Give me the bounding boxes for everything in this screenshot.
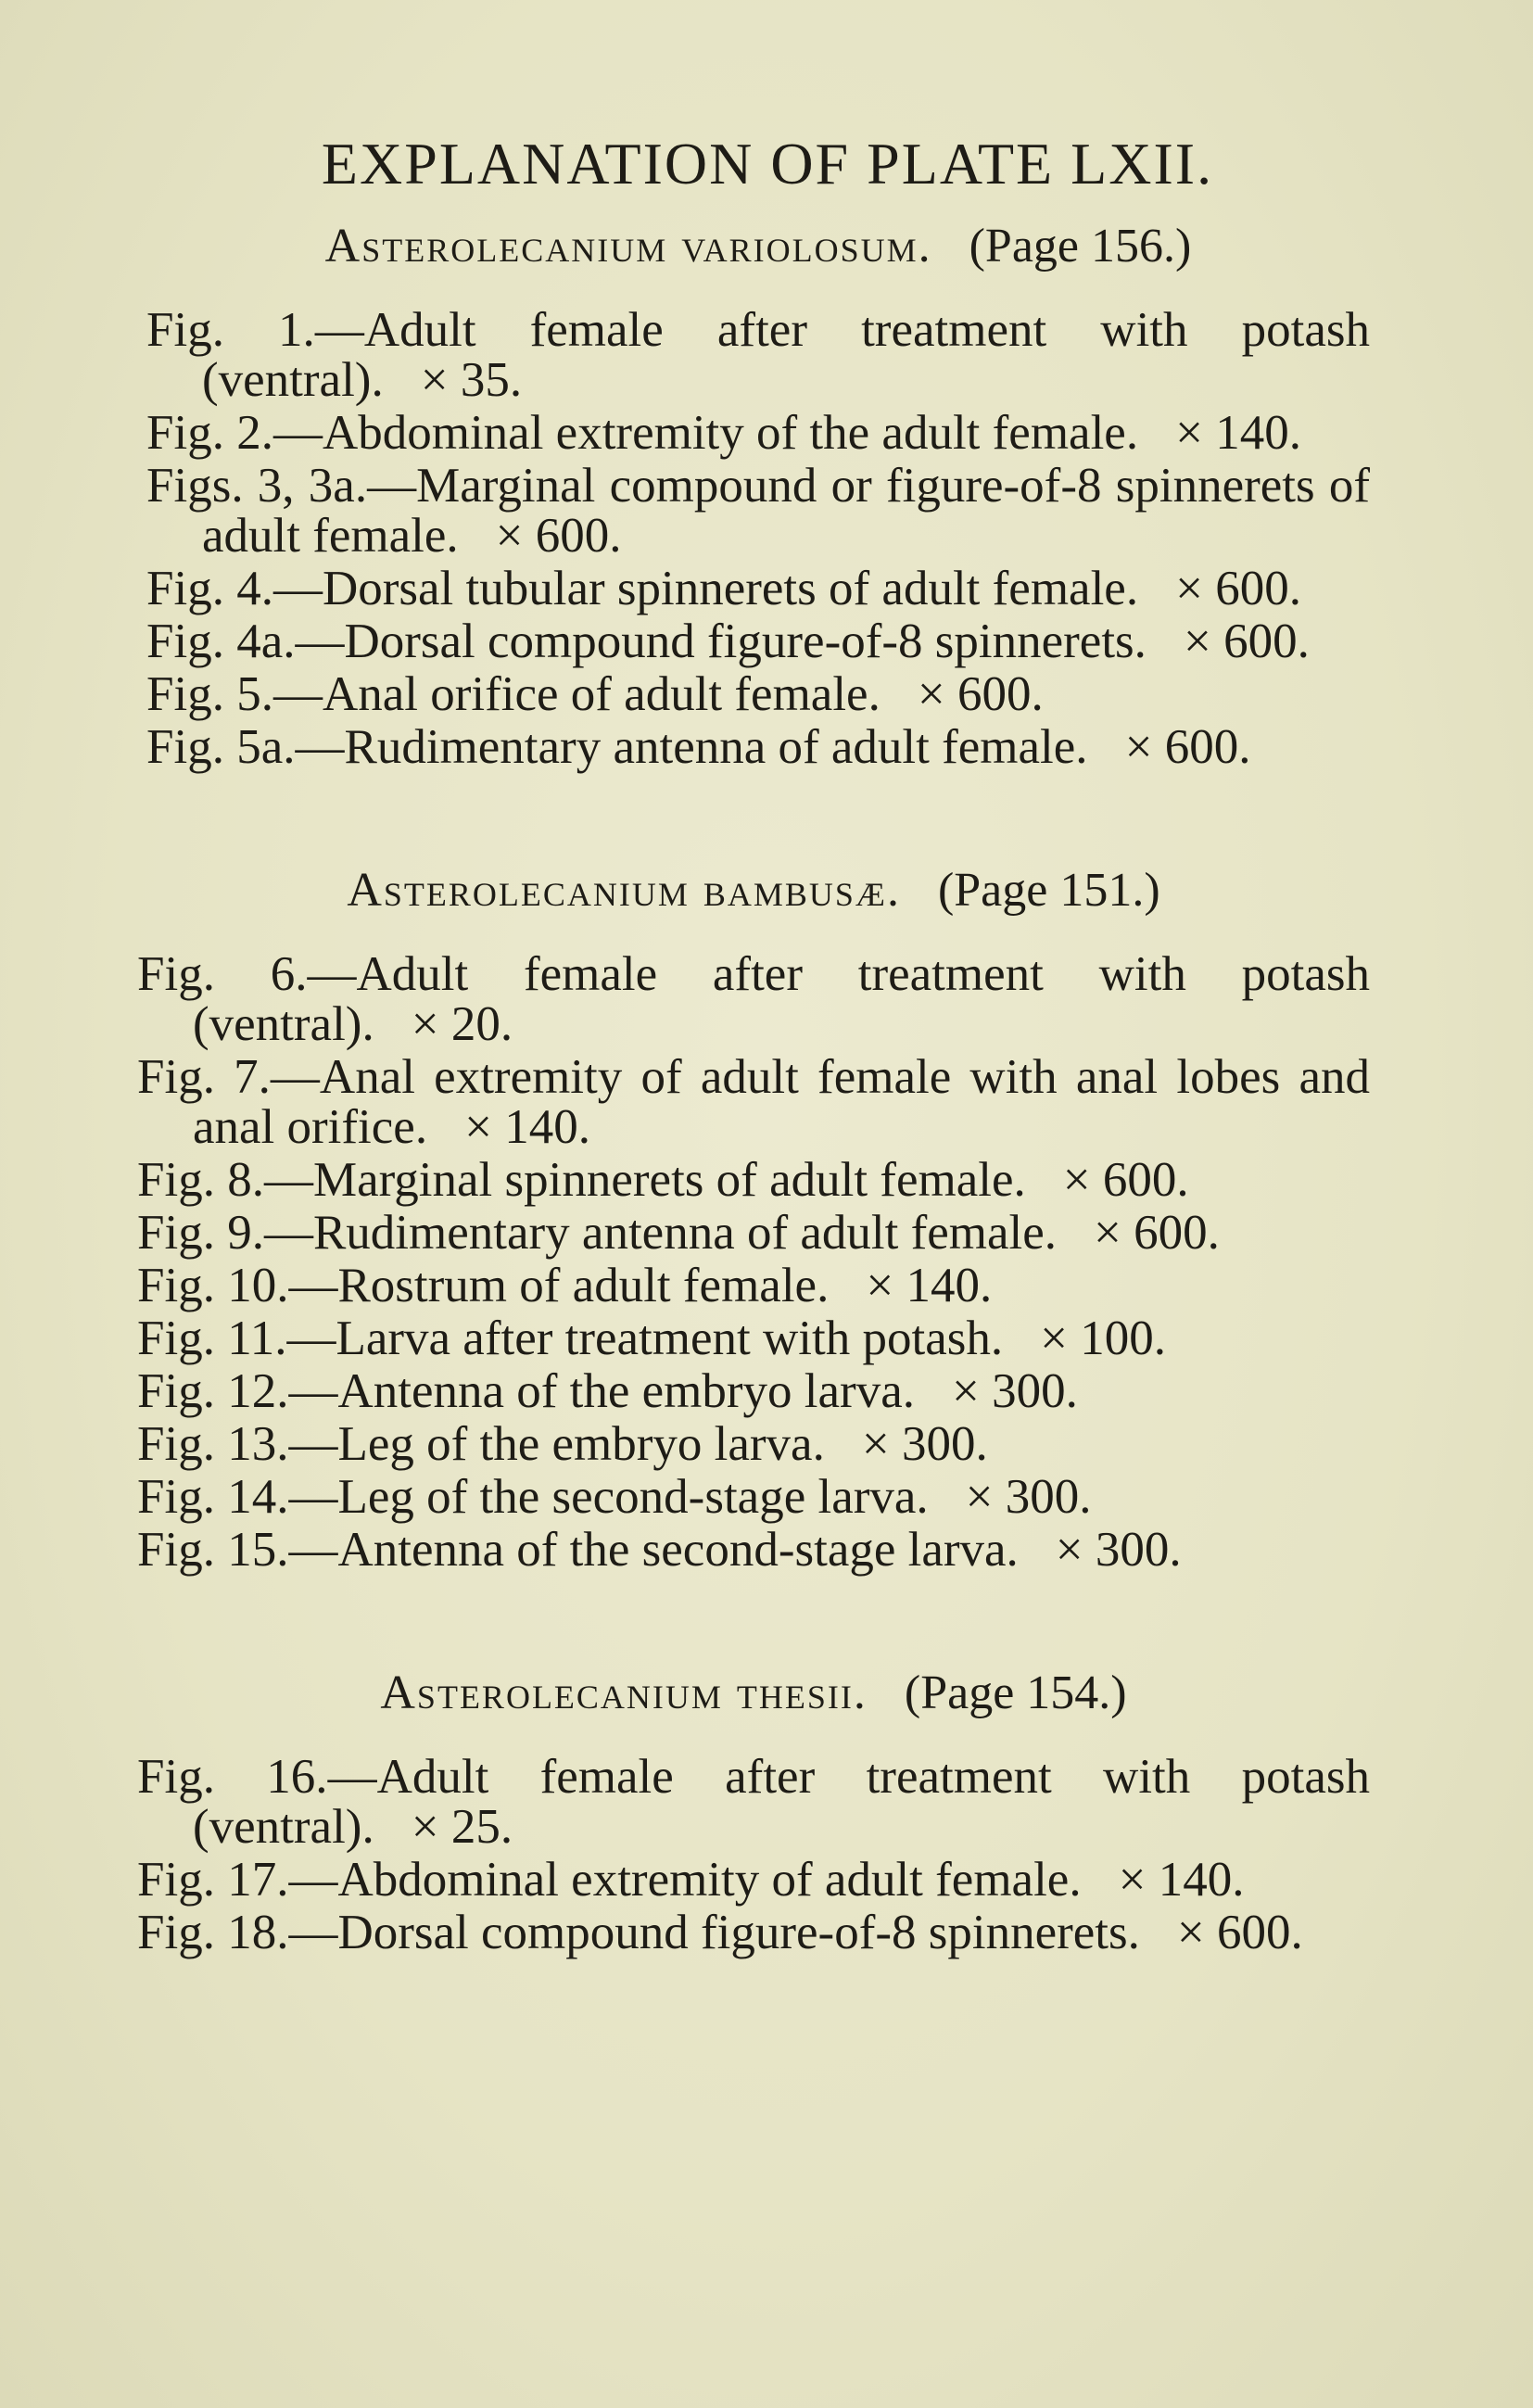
figure-label: Fig. 16. <box>137 1750 328 1804</box>
magnification: × 600. <box>1124 720 1251 774</box>
figure-entry <box>137 1472 1370 1522</box>
figure-description: —Adult female after treatment with potash (ventral). <box>193 1750 1370 1854</box>
figure-description: —Adult female after treatment with potash (ventral). <box>202 303 1370 407</box>
figure-entry <box>146 305 1370 405</box>
magnification: × 140. <box>1118 1853 1245 1907</box>
figure-entry <box>137 1855 1370 1905</box>
figure-description: —Larva after treatment with potash. <box>286 1312 1004 1365</box>
figure-label: Fig. 1. <box>146 303 315 357</box>
figure-label: Fig. 4a. <box>146 615 296 668</box>
figure-entry <box>137 1313 1370 1363</box>
magnification: × 35. <box>420 353 523 407</box>
figure-entry <box>137 1752 1370 1852</box>
magnification: × 600. <box>1094 1206 1220 1260</box>
figure-entry <box>146 564 1370 614</box>
figure-label: Fig. 9. <box>137 1206 264 1260</box>
magnification: × 25. <box>411 1800 513 1854</box>
figure-entry <box>146 669 1370 719</box>
figure-entry <box>137 1261 1370 1311</box>
figure-description: —Abdominal extremity of adult female. <box>288 1853 1082 1907</box>
magnification: × 100. <box>1040 1312 1166 1365</box>
figure-description: —Adult female after treatment with potash (ventral). <box>193 947 1370 1051</box>
figure-description: —Dorsal compound figure-of-8 spinnerets. <box>295 615 1147 668</box>
plate-section <box>137 1666 1370 1958</box>
figure-entry <box>137 949 1370 1049</box>
figure-description: —Dorsal tubular spinnerets of adult female. <box>272 562 1139 615</box>
figure-entry <box>137 1208 1370 1258</box>
page-reference: (Page 156.) <box>969 220 1192 272</box>
figure-description: —Abdominal extremity of the adult female. <box>272 406 1139 460</box>
plate-section <box>137 863 1370 1575</box>
magnification: × 600. <box>1175 562 1301 615</box>
figure-description: —Rudimentary antenna of adult female. <box>263 1206 1058 1260</box>
figure-entry <box>137 1525 1370 1575</box>
figure-description: —Marginal spinnerets of adult female. <box>263 1153 1026 1207</box>
section-heading <box>146 219 1370 273</box>
figure-entry <box>146 616 1370 666</box>
figure-description: —Rostrum of adult female. <box>288 1259 830 1312</box>
figure-label: Fig. 13. <box>137 1417 289 1471</box>
figure-label: Fig. 11. <box>137 1312 287 1365</box>
figure-label: Fig. 5. <box>146 667 273 721</box>
figure-entry <box>146 722 1370 772</box>
magnification: × 140. <box>866 1259 993 1312</box>
magnification: × 600. <box>1062 1153 1189 1207</box>
magnification: × 300. <box>965 1470 1092 1524</box>
magnification: × 600. <box>495 509 622 563</box>
plate-title: EXPLANATION OF PLATE LXII. <box>321 131 1214 196</box>
species-name: Asterolecanium variolosum. <box>324 220 932 272</box>
figure-description: —Anal extremity of adult female with anal lobes and anal orifice. <box>193 1050 1370 1154</box>
figure-entry <box>137 1907 1370 1958</box>
magnification: × 300. <box>951 1364 1078 1418</box>
figure-description: —Anal orifice of adult female. <box>272 667 881 721</box>
figure-label: Fig. 17. <box>137 1853 289 1907</box>
magnification: × 20. <box>411 997 513 1051</box>
section-heading <box>137 863 1370 918</box>
figure-description: —Antenna of the second-stage larva. <box>288 1523 1019 1577</box>
species-name: Asterolecanium bambusæ. <box>347 864 901 917</box>
figure-description: —Dorsal compound figure-of-8 spinnerets. <box>288 1906 1140 1959</box>
magnification: × 600. <box>1183 615 1310 668</box>
magnification: × 600. <box>917 667 1044 721</box>
magnification: × 300. <box>861 1417 988 1471</box>
figure-entry <box>137 1419 1370 1469</box>
sections-container <box>137 219 1370 1958</box>
figure-label: Fig. 7. <box>137 1050 271 1104</box>
figure-entry <box>146 408 1370 458</box>
species-name: Asterolecanium thesii. <box>380 1667 868 1719</box>
figure-label: Fig. 5a. <box>146 720 296 774</box>
page-content <box>137 130 1370 2048</box>
figure-label: Fig. 15. <box>137 1523 289 1577</box>
figure-description: —Leg of the embryo larva. <box>288 1417 825 1471</box>
section-heading <box>137 1666 1370 1720</box>
figure-description: —Marginal compound or figure-of-8 spinnerets of adult female. <box>202 459 1370 563</box>
figure-label: Fig. 6. <box>137 947 308 1001</box>
figure-entry <box>137 1052 1370 1152</box>
figure-label: Figs. 3, 3a. <box>146 459 368 513</box>
figure-entry <box>137 1155 1370 1205</box>
figure-label: Fig. 8. <box>137 1153 264 1207</box>
figure-description: —Leg of the second-stage larva. <box>288 1470 929 1524</box>
figure-label: Fig. 10. <box>137 1259 289 1312</box>
page-reference: (Page 151.) <box>937 864 1160 917</box>
figure-description: —Rudimentary antenna of adult female. <box>295 720 1088 774</box>
magnification: × 140. <box>1175 406 1301 460</box>
magnification: × 600. <box>1176 1906 1303 1959</box>
figure-label: Fig. 4. <box>146 562 273 615</box>
plate-section <box>137 219 1370 772</box>
magnification: × 140. <box>464 1100 590 1154</box>
figure-entry <box>146 461 1370 561</box>
figure-label: Fig. 12. <box>137 1364 289 1418</box>
figure-entry <box>137 1366 1370 1416</box>
figure-label: Fig. 2. <box>146 406 273 460</box>
magnification: × 300. <box>1055 1523 1182 1577</box>
figure-label: Fig. 18. <box>137 1906 289 1959</box>
figure-description: —Antenna of the embryo larva. <box>288 1364 915 1418</box>
page-reference: (Page 154.) <box>904 1667 1127 1719</box>
figure-label: Fig. 14. <box>137 1470 289 1524</box>
